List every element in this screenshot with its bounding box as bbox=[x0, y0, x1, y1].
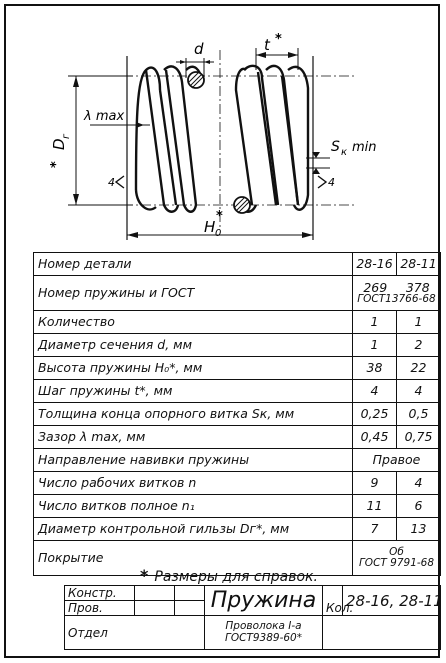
row-label: Число витков полное n₁ bbox=[34, 495, 353, 518]
table-row bbox=[34, 518, 441, 541]
table-row bbox=[34, 426, 441, 449]
footnote-star: * bbox=[140, 566, 149, 585]
row-value-1: 9 bbox=[353, 472, 397, 495]
row-label: Шаг пружины t*, мм bbox=[34, 380, 353, 403]
row-value-1: 1 bbox=[353, 334, 397, 357]
part-number-label: Номер детали bbox=[34, 253, 353, 276]
spec-table bbox=[33, 252, 441, 576]
direction-label: Направление навивки пружины bbox=[34, 449, 353, 472]
row-label: Толщина конца опорного витка Sк, мм bbox=[34, 403, 353, 426]
row-value-2: 13 bbox=[397, 518, 441, 541]
table-row bbox=[34, 276, 441, 311]
row-value-1: 7 bbox=[353, 518, 397, 541]
drawing-title: Пружина bbox=[205, 586, 323, 616]
row-value-2: 6 bbox=[397, 495, 441, 518]
label-dg-sub: г bbox=[61, 133, 72, 139]
table-row bbox=[34, 472, 441, 495]
row-value-1: 38 bbox=[353, 357, 397, 380]
row-value-1: 11 bbox=[353, 495, 397, 518]
spring-gost: ГОСТ13766-68 bbox=[357, 293, 436, 306]
part-number-2: 28-11 bbox=[397, 253, 441, 276]
row-value-2: 0,5 bbox=[397, 403, 441, 426]
label-t-star: * bbox=[275, 32, 282, 47]
table-row bbox=[34, 357, 441, 380]
roughness-left: 4 bbox=[108, 176, 115, 189]
label-h0: H bbox=[204, 218, 216, 236]
label-h0-star: * bbox=[216, 209, 223, 224]
table-row bbox=[34, 334, 441, 357]
table-row bbox=[34, 495, 441, 518]
row-value-2: 4 bbox=[397, 472, 441, 495]
label-lambda-max: λ max bbox=[84, 109, 125, 124]
material bbox=[205, 616, 323, 650]
label-dg: D bbox=[50, 138, 68, 150]
row-value-1: 1 bbox=[353, 311, 397, 334]
spring-number-1: 269 bbox=[363, 279, 388, 295]
coating-value: Об bbox=[389, 545, 404, 558]
label-t: t bbox=[264, 36, 270, 54]
table-row bbox=[34, 449, 441, 472]
footnote bbox=[140, 566, 318, 585]
row-label: Диаметр сечения d, мм bbox=[34, 334, 353, 357]
label-sk-sub: к bbox=[341, 147, 348, 158]
footnote-text: Размеры для справок. bbox=[154, 569, 318, 585]
row-value-2: 1 bbox=[397, 311, 441, 334]
row-label: Количество bbox=[34, 311, 353, 334]
row-value-1: 0,25 bbox=[353, 403, 397, 426]
material-line-1: Проволока I-а bbox=[225, 620, 302, 633]
title-block bbox=[64, 585, 441, 650]
row-value-2: 4 bbox=[397, 380, 441, 403]
direction-value: Правое bbox=[353, 449, 441, 472]
row-label: Зазор λ max, мм bbox=[34, 426, 353, 449]
roughness-right: 4 bbox=[328, 176, 335, 189]
spring-number-2: 378 bbox=[405, 279, 430, 295]
label-h0-sub: 0 bbox=[215, 228, 222, 239]
row-value-2: 22 bbox=[397, 357, 441, 380]
material-line-2: ГОСТ9389-60* bbox=[225, 631, 302, 644]
coating-gost: ГОСТ 9791-68 bbox=[358, 557, 435, 569]
spring-coils bbox=[136, 66, 308, 212]
part-numbers: 28-16, 28-11 bbox=[343, 586, 441, 616]
row-value-2: 0,75 bbox=[397, 426, 441, 449]
row-value-1: 4 bbox=[353, 380, 397, 403]
label-sk-min: min bbox=[352, 140, 377, 155]
spring-drawing bbox=[0, 0, 446, 250]
otdel-label: Отдел bbox=[65, 616, 205, 650]
table-row bbox=[34, 311, 441, 334]
prov-label: Пров. bbox=[65, 601, 135, 616]
label-sk: S bbox=[331, 139, 340, 155]
row-label: Высота пружины H₀*, мм bbox=[34, 357, 353, 380]
table-row bbox=[34, 403, 441, 426]
table-row bbox=[34, 253, 441, 276]
label-d: d bbox=[194, 40, 204, 58]
row-label: Диаметр контрольной гильзы Dг*, мм bbox=[34, 518, 353, 541]
row-value-2: 2 bbox=[397, 334, 441, 357]
coating-label: Покрытие bbox=[34, 541, 353, 576]
part-number-1: 28-16 bbox=[353, 253, 397, 276]
kol-label: Кол. bbox=[323, 586, 343, 616]
spring-gost-label: Номер пружины и ГОСТ bbox=[34, 276, 353, 311]
table-row bbox=[34, 380, 441, 403]
row-label: Число рабочих витков n bbox=[34, 472, 353, 495]
label-dg-star: * bbox=[49, 161, 64, 168]
row-value-1: 0,45 bbox=[353, 426, 397, 449]
konstr-label: Констр. bbox=[65, 586, 135, 601]
